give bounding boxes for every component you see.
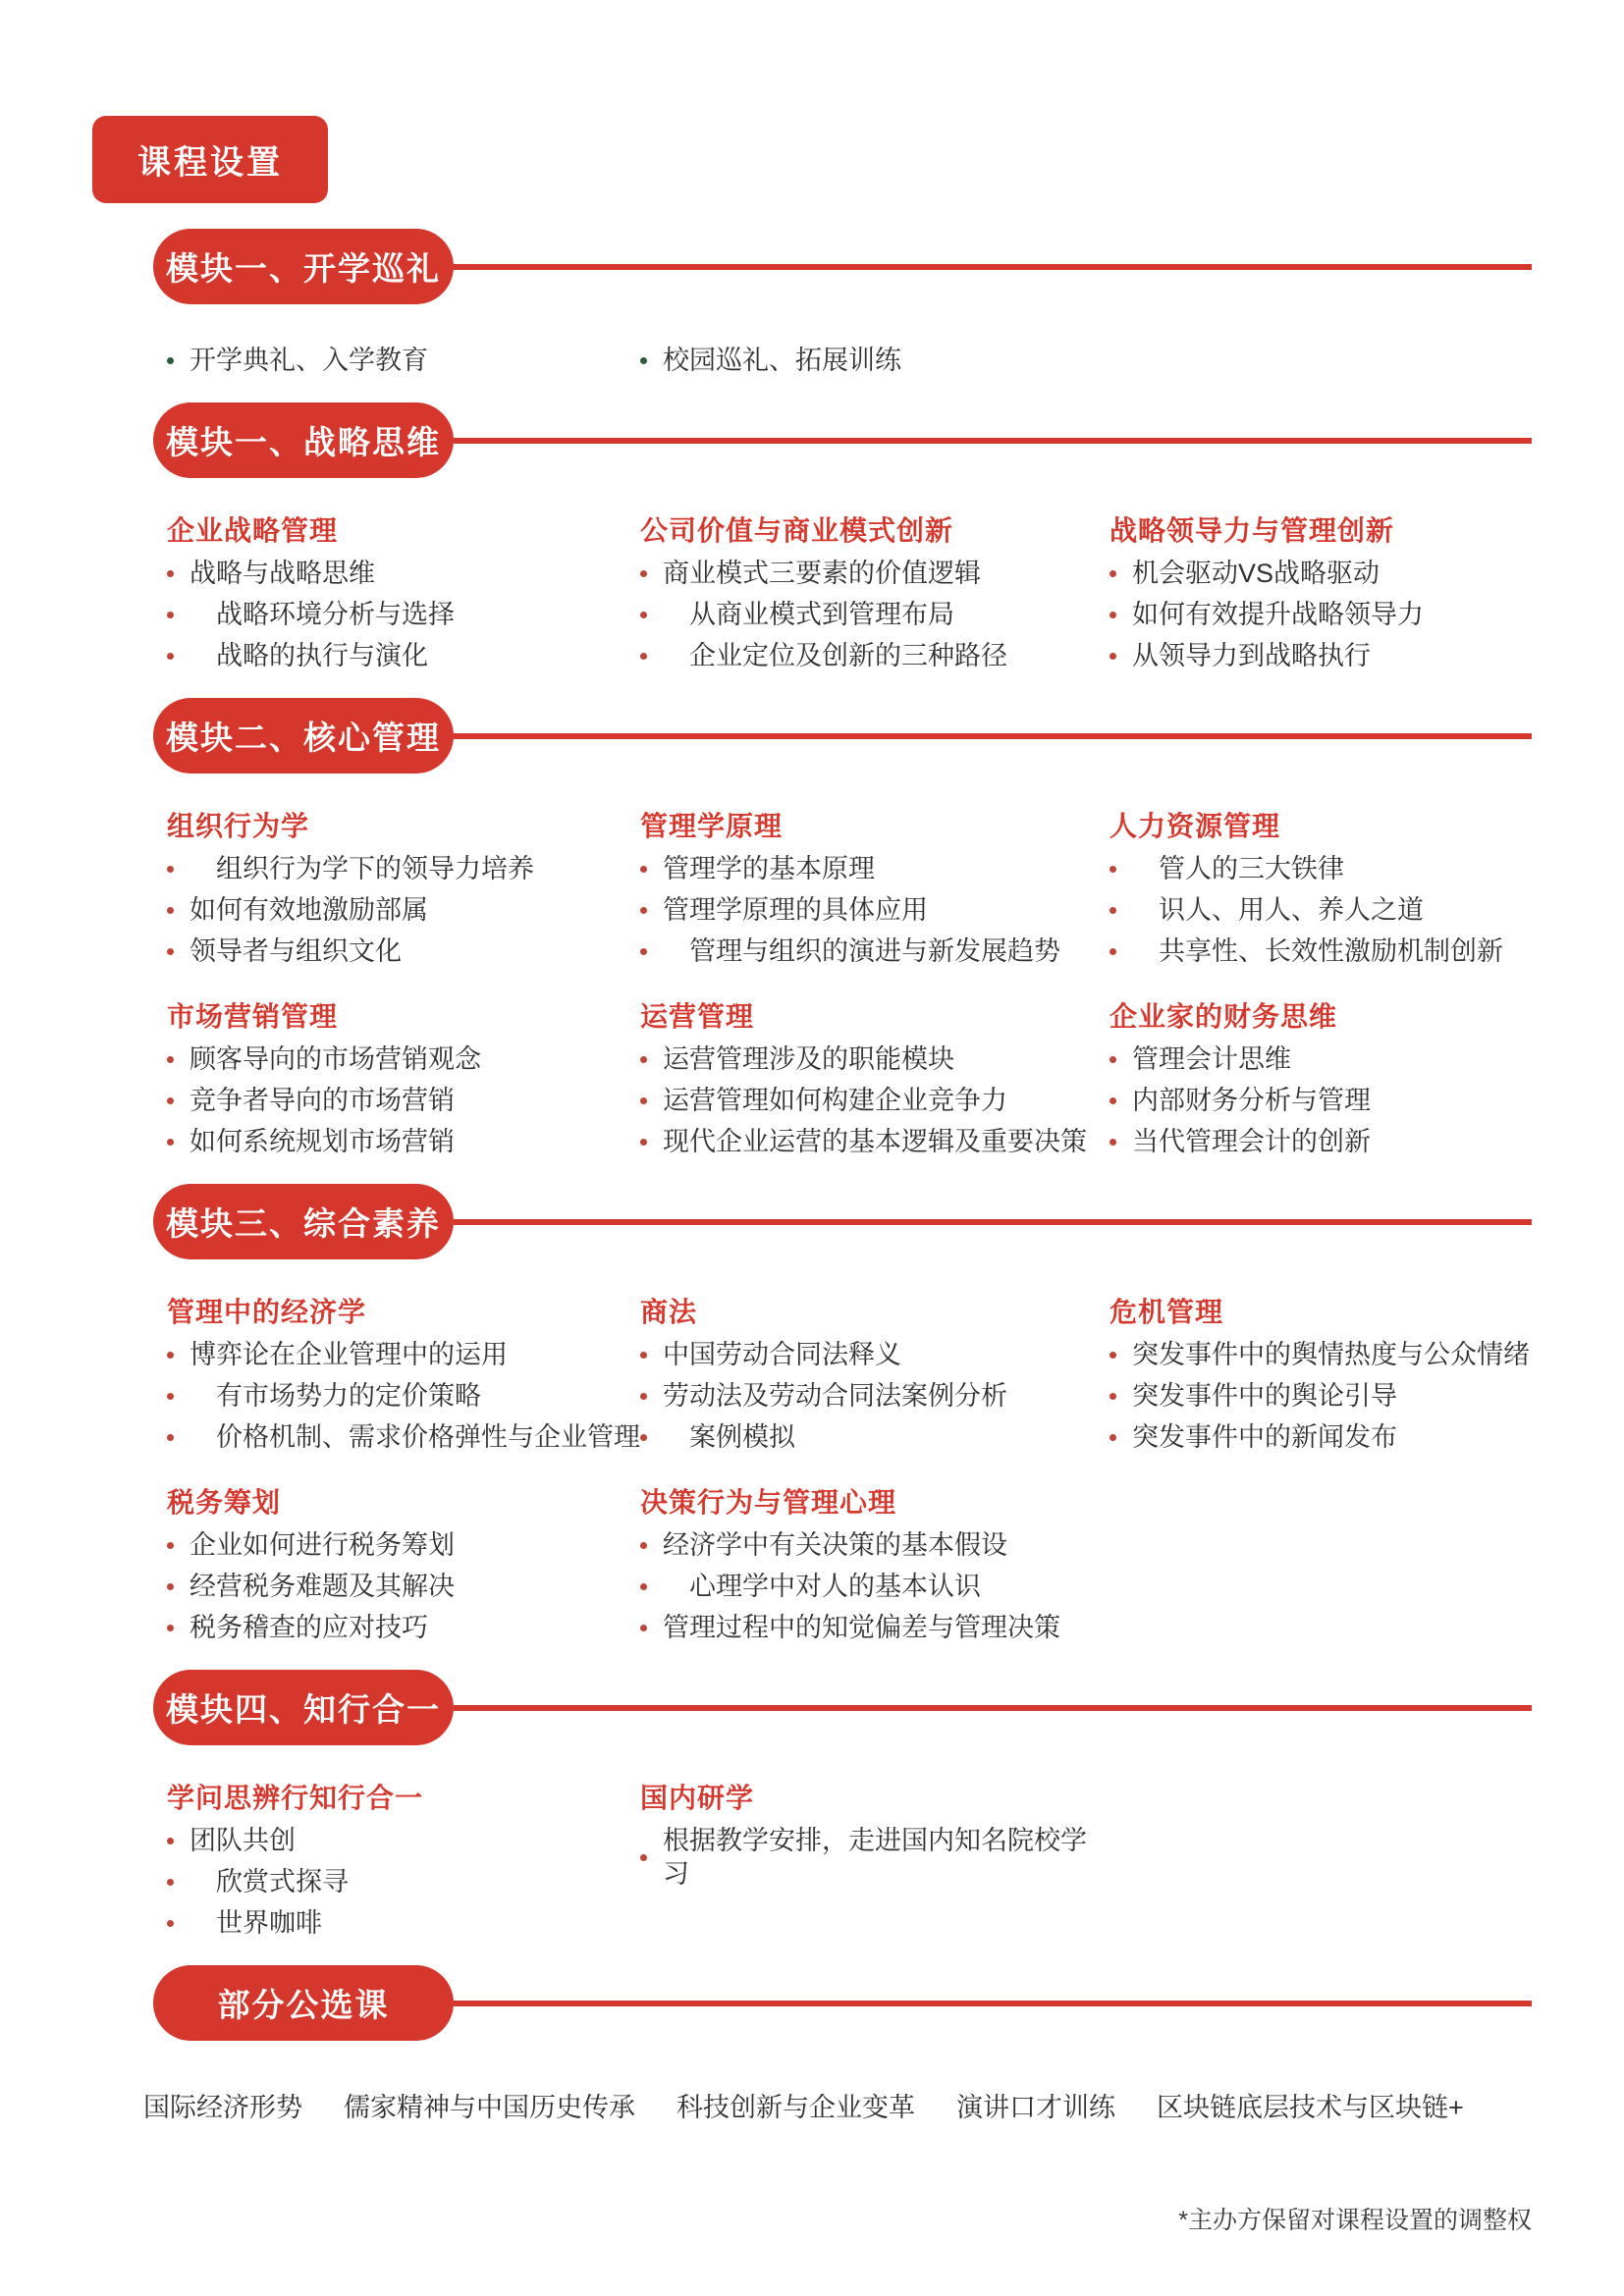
course-item	[167, 598, 640, 631]
course-item-text: 运营管理涉及的职能模块	[663, 1044, 954, 1074]
course-item-text: 管理学原理的具体应用	[663, 895, 928, 925]
module-row	[0, 509, 1624, 672]
elective-item: 儒家精神与中国历史传承	[344, 2093, 635, 2122]
course-item-text: 经营税务难题及其解决	[189, 1572, 455, 1601]
course-item	[167, 1084, 640, 1117]
course-column	[167, 1291, 640, 1454]
course-item-text: 管理过程中的知觉偏差与管理决策	[663, 1613, 1060, 1642]
course-item-text: 税务稽查的应对技巧	[189, 1613, 428, 1642]
course-item-list	[167, 344, 640, 377]
course-item-text: 突发事件中的新闻发布	[1132, 1422, 1397, 1452]
elective-item: 区块链底层技术与区块链+	[1157, 2093, 1464, 2122]
course-item	[167, 1611, 640, 1644]
electives-rule-line	[454, 2001, 1532, 2006]
bullet-dot	[640, 1625, 647, 1631]
course-title: 组织行为学	[167, 811, 310, 841]
course-item-list	[167, 557, 640, 672]
bullet-dot	[640, 907, 647, 914]
course-item	[167, 344, 640, 377]
course-item	[640, 852, 1110, 885]
course-column	[167, 336, 640, 377]
course-item-text: 商业模式三要素的价值逻辑	[663, 559, 981, 588]
course-item-text: 开学典礼、入学教育	[189, 346, 428, 375]
course-item-list	[1110, 852, 1565, 968]
course-item-list	[640, 344, 1110, 377]
course-item	[640, 344, 1110, 377]
bullet-dot	[167, 1056, 174, 1063]
course-item-text: 机会驱动VS战略驱动	[1132, 559, 1380, 588]
course-item-list	[640, 1824, 1110, 1891]
bullet-dot	[640, 948, 647, 955]
course-item-text: 根据教学安排，走进国内知名院校学习	[663, 1826, 1087, 1889]
electives-section	[0, 1965, 1624, 2124]
course-item-text: 心理学中对人的基本认识	[663, 1572, 981, 1601]
course-item-list	[640, 1338, 1110, 1454]
bullet-dot	[167, 1393, 174, 1400]
course-item-text: 中国劳动合同法释义	[663, 1340, 901, 1369]
course-column	[1110, 995, 1565, 1158]
course-item	[167, 893, 640, 927]
course-column	[167, 1777, 640, 1940]
module-pill: 模块四、知行合一	[153, 1670, 454, 1745]
course-column	[640, 995, 1110, 1158]
course-item-text: 世界咖啡	[189, 1908, 322, 1938]
module-row	[0, 336, 1624, 377]
course-item	[1110, 1042, 1565, 1076]
bullet-dot	[640, 570, 647, 577]
module-section	[0, 229, 1624, 377]
module-rule-line	[454, 438, 1532, 444]
course-title: 国内研学	[640, 1783, 755, 1813]
bullet-dot	[640, 653, 647, 660]
module-row	[0, 1291, 1624, 1454]
module-pill: 模块一、开学巡礼	[153, 229, 454, 304]
course-item-text: 突发事件中的舆论引导	[1132, 1381, 1397, 1411]
bullet-dot	[640, 1854, 647, 1861]
bullet-dot	[167, 570, 174, 577]
course-item-list	[640, 557, 1110, 672]
bullet-dot	[167, 1625, 174, 1631]
course-item	[167, 1042, 640, 1076]
course-item-text: 如何系统规划市场营销	[189, 1127, 455, 1156]
course-item-text: 从商业模式到管理布局	[663, 600, 954, 629]
bullet-dot	[640, 1352, 647, 1359]
course-item-list	[640, 1528, 1110, 1644]
course-item	[167, 557, 640, 590]
module-rule-line	[454, 1705, 1532, 1711]
bullet-dot	[640, 866, 647, 873]
course-item-list	[1110, 1042, 1565, 1158]
course-item-text: 管理学的基本原理	[663, 854, 875, 883]
course-item-text: 管理与组织的演进与新发展趋势	[663, 936, 1060, 966]
course-item-text: 组织行为学下的领导力培养	[189, 854, 534, 883]
module-row	[0, 995, 1624, 1158]
module-row	[0, 805, 1624, 968]
module-header	[0, 1184, 1624, 1259]
modules-container	[0, 229, 1624, 1940]
course-item-text: 运营管理如何构建企业竞争力	[663, 1086, 1007, 1115]
course-item	[167, 639, 640, 672]
course-item-text: 战略环境分析与选择	[189, 600, 455, 629]
electives-header	[0, 1965, 1624, 2041]
course-item	[1110, 1125, 1565, 1158]
bullet-dot	[167, 1434, 174, 1441]
course-item-list	[640, 852, 1110, 968]
bullet-dot	[640, 1393, 647, 1400]
course-item-text: 欣赏式探寻	[189, 1867, 349, 1896]
bullet-dot	[167, 1352, 174, 1359]
module-header	[0, 1670, 1624, 1745]
course-item	[1110, 1084, 1565, 1117]
course-item	[167, 1865, 640, 1898]
course-item-text: 企业定位及创新的三种路径	[663, 641, 1007, 670]
course-item-list	[167, 1042, 640, 1158]
course-item-text: 管理会计思维	[1132, 1044, 1291, 1074]
course-item	[167, 1420, 640, 1454]
course-item-text: 如何有效提升战略领导力	[1132, 600, 1424, 629]
course-column	[640, 509, 1110, 672]
page-title-badge: 课程设置	[92, 116, 328, 203]
bullet-dot	[167, 1583, 174, 1590]
course-item	[167, 1379, 640, 1413]
course-item	[640, 1824, 1110, 1891]
course-item-text: 战略的执行与演化	[189, 641, 428, 670]
course-item	[640, 1338, 1110, 1371]
course-column	[640, 336, 1110, 377]
course-title: 运营管理	[640, 1001, 755, 1032]
course-item-text: 企业如何进行税务筹划	[189, 1530, 455, 1560]
course-column	[1110, 509, 1565, 672]
course-item-text: 管人的三大铁律	[1132, 854, 1344, 883]
course-title: 企业战略管理	[167, 515, 339, 546]
module-row	[0, 1481, 1624, 1644]
course-item	[1110, 557, 1565, 590]
module-section	[0, 1670, 1624, 1940]
course-title: 商法	[640, 1297, 698, 1327]
course-item-text: 当代管理会计的创新	[1132, 1127, 1371, 1156]
electives-list	[0, 2086, 1624, 2124]
bullet-dot	[640, 357, 647, 364]
course-item	[1110, 852, 1565, 885]
course-column	[640, 1481, 1110, 1644]
bullet-dot	[1110, 907, 1116, 914]
bullet-dot	[1110, 570, 1116, 577]
bullet-dot	[167, 653, 174, 660]
bullet-dot	[640, 612, 647, 618]
course-title: 市场营销管理	[167, 1001, 339, 1032]
course-item	[167, 1338, 640, 1371]
bullet-dot	[1110, 653, 1116, 660]
bullet-dot	[1110, 866, 1116, 873]
course-item	[167, 1906, 640, 1940]
elective-item: 国际经济形势	[143, 2093, 302, 2122]
module-header	[0, 402, 1624, 478]
course-column	[640, 1291, 1110, 1454]
course-item	[1110, 1338, 1565, 1371]
course-item	[167, 934, 640, 968]
course-item	[1110, 1379, 1565, 1413]
course-title: 决策行为与管理心理	[640, 1487, 897, 1518]
course-item	[167, 1570, 640, 1603]
module-header	[0, 229, 1624, 304]
course-item	[640, 1379, 1110, 1413]
course-item	[1110, 893, 1565, 927]
course-item	[640, 639, 1110, 672]
course-item	[1110, 934, 1565, 968]
course-item	[640, 557, 1110, 590]
electives-pill: 部分公选课	[153, 1965, 454, 2041]
course-item-text: 内部财务分析与管理	[1132, 1086, 1371, 1115]
course-item	[1110, 1420, 1565, 1454]
course-column	[640, 805, 1110, 968]
course-item-text: 有市场势力的定价策略	[189, 1381, 481, 1411]
course-item-text: 突发事件中的舆情热度与公众情绪	[1132, 1340, 1530, 1369]
course-item-list	[1110, 557, 1565, 672]
elective-item: 演讲口才训练	[956, 2093, 1115, 2122]
bullet-dot	[640, 1542, 647, 1549]
course-item	[640, 1570, 1110, 1603]
course-item	[167, 1125, 640, 1158]
course-item	[167, 852, 640, 885]
course-item	[1110, 598, 1565, 631]
course-column	[1110, 805, 1565, 968]
course-item-text: 价格机制、需求价格弹性与企业管理	[189, 1422, 640, 1452]
course-title: 管理中的经济学	[167, 1297, 367, 1327]
module-section	[0, 402, 1624, 672]
course-column	[167, 805, 640, 968]
bullet-dot	[1110, 1056, 1116, 1063]
bullet-dot	[167, 866, 174, 873]
course-item	[640, 1420, 1110, 1454]
course-item	[640, 1528, 1110, 1562]
course-title: 学问思辨行知行合一	[167, 1783, 424, 1813]
module-rule-line	[454, 1219, 1532, 1225]
course-item-text: 领导者与组织文化	[189, 936, 402, 966]
bullet-dot	[167, 1838, 174, 1844]
course-title: 公司价值与商业模式创新	[640, 515, 954, 546]
bullet-dot	[1110, 1393, 1116, 1400]
course-item	[167, 1824, 640, 1857]
bullet-dot	[167, 907, 174, 914]
bullet-dot	[1110, 1434, 1116, 1441]
course-item	[640, 893, 1110, 927]
bullet-dot	[167, 1139, 174, 1146]
bullet-dot	[1110, 1139, 1116, 1146]
module-row	[0, 1777, 1624, 1940]
footnote: *主办方保留对课程设置的调整权	[1178, 2207, 1532, 2234]
bullet-dot	[640, 1097, 647, 1104]
course-item	[167, 1528, 640, 1562]
bullet-dot	[640, 1583, 647, 1590]
course-item-list	[1110, 1338, 1565, 1454]
course-item	[640, 934, 1110, 968]
course-item-text: 经济学中有关决策的基本假设	[663, 1530, 1007, 1560]
course-item-list	[167, 1528, 640, 1644]
course-item	[1110, 639, 1565, 672]
course-item	[640, 1125, 1110, 1158]
course-column	[167, 1481, 640, 1644]
course-item	[640, 598, 1110, 631]
bullet-dot	[167, 357, 174, 364]
course-column	[167, 995, 640, 1158]
course-item	[640, 1084, 1110, 1117]
course-item-list	[640, 1042, 1110, 1158]
bullet-dot	[167, 1097, 174, 1104]
bullet-dot	[1110, 612, 1116, 618]
bullet-dot	[167, 1920, 174, 1927]
bullet-dot	[1110, 1352, 1116, 1359]
module-header	[0, 698, 1624, 774]
module-rule-line	[454, 733, 1532, 739]
course-item-text: 战略与战略思维	[189, 559, 375, 588]
bullet-dot	[640, 1056, 647, 1063]
course-item-text: 共享性、长效性激励机制创新	[1132, 936, 1503, 966]
course-column	[640, 1777, 1110, 1940]
module-section	[0, 1184, 1624, 1644]
bullet-dot	[167, 1542, 174, 1549]
bullet-dot	[640, 1434, 647, 1441]
course-item-text: 团队共创	[189, 1826, 296, 1855]
bullet-dot	[167, 948, 174, 955]
course-title: 企业家的财务思维	[1110, 1001, 1338, 1032]
bullet-dot	[1110, 1097, 1116, 1104]
bullet-dot	[167, 612, 174, 618]
course-item-text: 劳动法及劳动合同法案例分析	[663, 1381, 1007, 1411]
course-title: 人力资源管理	[1110, 811, 1281, 841]
course-item-text: 如何有效地激励部属	[189, 895, 428, 925]
module-rule-line	[454, 264, 1532, 270]
course-item-text: 竞争者导向的市场营销	[189, 1086, 455, 1115]
course-item	[640, 1611, 1110, 1644]
course-item-text: 校园巡礼、拓展训练	[663, 346, 901, 375]
module-section	[0, 698, 1624, 1158]
module-pill: 模块一、战略思维	[153, 402, 454, 478]
bullet-dot	[167, 1879, 174, 1886]
course-item-text: 识人、用人、养人之道	[1132, 895, 1424, 925]
bullet-dot	[640, 1139, 647, 1146]
module-pill: 模块二、核心管理	[153, 698, 454, 774]
course-title: 战略领导力与管理创新	[1110, 515, 1395, 546]
course-title: 税务筹划	[167, 1487, 282, 1518]
course-item-list	[167, 852, 640, 968]
course-item	[640, 1042, 1110, 1076]
course-item-text: 博弈论在企业管理中的运用	[189, 1340, 508, 1369]
course-column	[1110, 1291, 1565, 1454]
course-title: 管理学原理	[640, 811, 784, 841]
bullet-dot	[1110, 948, 1116, 955]
course-item-text: 现代企业运营的基本逻辑及重要决策	[663, 1127, 1087, 1156]
course-column	[167, 509, 640, 672]
course-item-text: 案例模拟	[663, 1422, 795, 1452]
course-item-list	[167, 1338, 640, 1454]
elective-item: 科技创新与企业变革	[677, 2093, 915, 2122]
module-pill: 模块三、综合素养	[153, 1184, 454, 1259]
course-item-list	[167, 1824, 640, 1940]
course-item-text: 顾客导向的市场营销观念	[189, 1044, 481, 1074]
course-title: 危机管理	[1110, 1297, 1224, 1327]
course-item-text: 从领导力到战略执行	[1132, 641, 1371, 670]
